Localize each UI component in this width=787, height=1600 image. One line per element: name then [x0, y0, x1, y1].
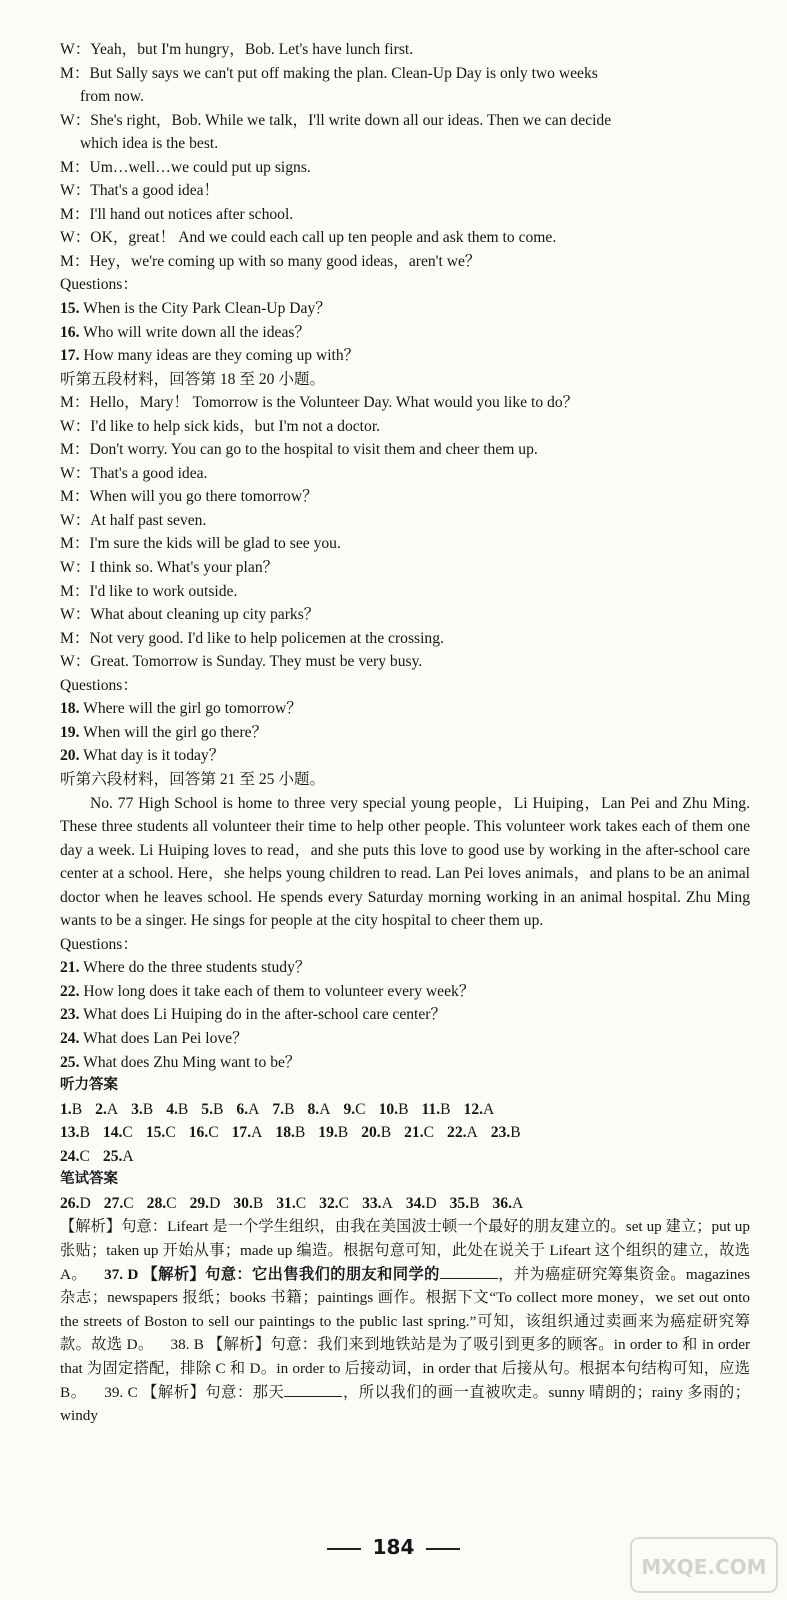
answer-row [60, 1145, 750, 1169]
watermark-logo [629, 1536, 779, 1594]
answer-letter: A [122, 1147, 134, 1165]
answer-number: 16. [188, 1124, 209, 1142]
answer-number: 34. [405, 1194, 426, 1212]
answer-number: 9. [343, 1100, 356, 1118]
answer-letter: B [213, 1100, 224, 1118]
answer-item [233, 1192, 263, 1216]
question-number: 15. [60, 300, 80, 318]
dialog-line: W：Yeah，but I'm hungry，Bob. Let's have lunch first. [60, 41, 414, 58]
answer-number: 24. [60, 1147, 80, 1165]
answer-item [276, 1192, 306, 1216]
dialog-line: which idea is the best. [80, 135, 219, 153]
answer-number: 20. [361, 1124, 381, 1142]
question-item [60, 721, 750, 745]
answer-letter: C [166, 1194, 177, 1212]
question-text: What does Lan Pei love？ [79, 1029, 248, 1047]
answer-item [60, 1192, 91, 1216]
answer-number: 10. [378, 1100, 399, 1118]
answer-item [236, 1098, 259, 1122]
dialog-line: M：I'm sure the kids will be glad to see you. [60, 535, 341, 553]
question-number: 23. [60, 1006, 80, 1024]
answer-number: 31. [276, 1194, 296, 1212]
question-text: How long does it take each of them to volunteer every week？ [79, 982, 475, 1000]
question-item [60, 344, 750, 368]
answer-number: 1. [60, 1100, 72, 1118]
answer-letter: A [248, 1100, 260, 1118]
answer-letter: C [423, 1124, 435, 1142]
question-text: Where do the three students study？ [79, 959, 311, 977]
answer-number: 29. [189, 1194, 210, 1212]
dialog-line: M：Hello，Mary！ Tomorrow is the Volunteer Day. What would you like to do？ [60, 394, 579, 412]
question-number: 21. [60, 959, 80, 977]
explanation-38: 38. B 【解析】句意：我们来到地铁站是为了吸引到更多的顾客。in order to 和 in order that 为固定搭配，排除 C 和 D。in order to 后接动词，in order that 后接从句。根据本句结构可知，应选 B。 [60, 1336, 751, 1401]
answer-letter: C [355, 1100, 366, 1118]
question-list-18-20 [60, 697, 750, 768]
explanation-37-head: 37. D 【解析】句意：它出售我们的朋友和同学的 [104, 1265, 440, 1283]
question-text: What does Zhu Ming want to be？ [79, 1053, 301, 1071]
listening-answers-title: 听力答案 [60, 1077, 118, 1094]
question-item [60, 297, 750, 321]
written-answers-row [60, 1192, 750, 1216]
answer-number: 25. [102, 1147, 123, 1165]
dialog-line: W：That's a good idea. [60, 464, 208, 482]
answer-number: 26. [60, 1194, 80, 1212]
footer-dash-left [327, 1548, 361, 1550]
answer-item [421, 1098, 450, 1122]
answer-item [464, 1098, 495, 1122]
answer-item [190, 1192, 221, 1216]
question-text: Where will the girl go tomorrow？ [79, 700, 302, 718]
answer-item [95, 1098, 118, 1122]
answer-letter: A [251, 1124, 263, 1142]
answer-letter: A [466, 1124, 478, 1142]
question-number: 17. [60, 347, 80, 365]
answer-number: 3. [131, 1100, 143, 1118]
question-item [60, 980, 750, 1004]
answer-number: 22. [447, 1124, 467, 1142]
answer-item [493, 1192, 524, 1216]
listening-answers-grid [60, 1098, 750, 1169]
answer-item [147, 1192, 177, 1216]
answer-item [406, 1192, 437, 1216]
answer-item [275, 1121, 305, 1145]
answer-letter: C [122, 1124, 133, 1142]
question-list-15-17 [60, 297, 750, 368]
answer-letter: B [284, 1100, 295, 1118]
answer-item [361, 1121, 391, 1145]
dialog-line: W：I'd like to help sick kids，but I'm not a doctor. [60, 417, 381, 435]
answer-item [103, 1121, 133, 1145]
fill-blank [284, 1382, 342, 1397]
answer-letter: B [294, 1124, 306, 1142]
answer-item [318, 1121, 348, 1145]
question-number: 16. [60, 323, 80, 341]
question-number: 25. [60, 1053, 80, 1071]
question-list-21-25 [60, 956, 750, 1074]
dialog-line: W：What about cleaning up city parks？ [60, 606, 320, 624]
dialog-line: M：I'd like to work outside. [60, 582, 238, 600]
question-text: When will the girl go there？ [79, 723, 268, 741]
answer-number: 6. [236, 1100, 249, 1118]
answer-item [307, 1098, 330, 1122]
question-item [60, 1003, 750, 1027]
answer-item [60, 1121, 90, 1145]
section-title-5: 听第五段材料，回答第 18 至 20 小题。 [60, 370, 326, 388]
answer-number: 30. [233, 1194, 253, 1212]
answer-number: 36. [492, 1194, 512, 1212]
dialog-line: M：But Sally says we can't put off making the plan. Clean-Up Day is only two weeks [60, 64, 598, 82]
answer-number: 19. [318, 1124, 338, 1142]
explanation-37-body: ，并为癌症研究筹集资金。magazines 杂志；newspapers 报纸；books 书籍；paintings 画作。根据下文“To collect more money，we set out onto the streets of Boston to sell our paintings to the public last spring.”可知，该组织通过卖画来为癌症研究筹款。故选 D。 [60, 1265, 751, 1354]
question-number: 18. [60, 700, 80, 718]
section-title-6: 听第六段材料，回答第 21 至 25 小题。 [60, 770, 326, 788]
answer-row [60, 1121, 750, 1145]
dialog-line: W：That's a good idea！ [60, 182, 220, 200]
answer-item [272, 1098, 294, 1122]
answer-item [450, 1192, 480, 1216]
answer-letter: B [380, 1124, 392, 1142]
footer-dash-right [426, 1548, 460, 1550]
dialog-line: M：I'll hand out notices after school. [60, 205, 294, 223]
question-text: How many ideas are they coming up with？ [79, 347, 360, 365]
passage-paragraph: No. 77 High School is home to three very special young people，Li Huiping，Lan Pei and Zhu Ming. These three students all volunteer their time to help other people. This volunteer work takes each of them one day a week. Li Huiping loves to read，and she puts this love to good use by working in the after-school care center at a school. Here，she helps young children to read. Lan Pei loves animals，and plans to be an animal doctor when he leaves school. He spends every Saturday morning working in an animal hospital. Zhu Ming wants to be a singer. He sings for people at the city hospital to cheer them up. [60, 794, 750, 930]
answer-number: 28. [146, 1194, 167, 1212]
answer-item [104, 1192, 134, 1216]
answer-item [362, 1192, 393, 1216]
answer-item [146, 1121, 176, 1145]
question-item [60, 1051, 750, 1075]
answer-number: 11. [421, 1100, 441, 1118]
dialog-line: M：When will you go there tomorrow？ [60, 488, 318, 506]
answer-letter: B [142, 1100, 154, 1118]
answer-letter: C [123, 1194, 134, 1212]
answer-number: 32. [319, 1194, 339, 1212]
dialog-section-5 [60, 391, 750, 674]
answer-row [60, 1098, 750, 1122]
answer-number: 8. [307, 1100, 320, 1118]
dialog-line: M：Hey，we're coming up with so many good ideas，aren't we？ [60, 252, 481, 270]
question-number: 24. [60, 1029, 80, 1047]
question-text: What day is it today？ [79, 747, 225, 765]
page-content [60, 38, 750, 1428]
answer-number: 13. [60, 1124, 80, 1142]
answer-item [404, 1121, 434, 1145]
answer-letter: B [337, 1124, 349, 1142]
answer-item [60, 1098, 82, 1122]
answer-number: 33. [362, 1194, 382, 1212]
questions-label: Questions： [60, 676, 138, 694]
dialog-line: W：I think so. What's your plan？ [60, 559, 279, 577]
answer-number: 14. [102, 1124, 123, 1142]
question-item [60, 321, 750, 345]
answer-letter: D [209, 1194, 221, 1212]
dialog-line: M：Not very good. I'd like to help policemen at the crossing. [60, 629, 444, 647]
answer-number: 18. [275, 1124, 295, 1142]
questions-label: Questions： [60, 276, 138, 294]
page-number: 184 [372, 1535, 415, 1559]
answer-letter: A [106, 1100, 119, 1118]
answer-item [166, 1098, 188, 1122]
answer-number: 23. [490, 1124, 511, 1142]
answer-letter: A [512, 1194, 524, 1212]
question-text: Who will write down all the ideas？ [79, 323, 311, 341]
answer-number: 35. [449, 1194, 470, 1212]
answer-letter: B [440, 1100, 451, 1118]
question-number: 19. [60, 723, 80, 741]
answer-letter: B [469, 1194, 480, 1212]
answer-number: 12. [463, 1100, 484, 1118]
answer-letter: D [79, 1194, 91, 1212]
answer-letter: A [319, 1100, 331, 1118]
answer-letter: C [295, 1194, 307, 1212]
answer-number: 2. [95, 1100, 107, 1118]
answer-item [232, 1121, 263, 1145]
question-number: 22. [60, 982, 80, 1000]
answer-number: 5. [201, 1100, 213, 1118]
answer-item [447, 1121, 478, 1145]
written-answers-title: 笔试答案 [60, 1171, 118, 1188]
question-item [60, 744, 750, 768]
watermark-graphic [629, 1536, 779, 1594]
answer-number: 17. [231, 1124, 252, 1142]
answer-item [201, 1098, 223, 1122]
question-item [60, 956, 750, 980]
question-item [60, 1027, 750, 1051]
answer-letter: C [338, 1194, 350, 1212]
dialog-section-4 [60, 38, 750, 273]
answer-letter: A [483, 1100, 495, 1118]
dialog-line: W：OK，great！ And we could each call up ten people and ask them to come. [60, 229, 557, 247]
answer-letter: C [79, 1147, 90, 1165]
answer-letter: B [71, 1100, 83, 1118]
svg-text:MXQE.COM: MXQE.COM [641, 1555, 767, 1579]
answer-item [131, 1098, 153, 1122]
answer-letter: D [425, 1194, 437, 1212]
explanation-36: 【解析】句意：Lifeart 是一个学生组织，由我在美国波士顿一个最好的朋友建立的。set up 建立；put up 张贴；taken up 开始从事；made up 编造。根据句意可知，此处在说关于 Lifeart 这个组织的建立，故选 A。 [60, 1218, 750, 1283]
answer-item [60, 1145, 90, 1169]
answer-item [343, 1098, 365, 1122]
answer-number: 21. [404, 1124, 424, 1142]
answer-number: 15. [145, 1124, 166, 1142]
answer-item [379, 1098, 409, 1122]
dialog-line: W：At half past seven. [60, 511, 207, 529]
answer-number: 27. [103, 1194, 124, 1212]
fill-blank [440, 1264, 498, 1279]
question-item [60, 697, 750, 721]
dialog-line: M：Don't worry. You can go to the hospital to visit them and cheer them up. [60, 441, 538, 459]
answer-number: 7. [272, 1100, 285, 1118]
answer-letter: B [177, 1100, 189, 1118]
answer-letter: A [381, 1194, 393, 1212]
answer-letter: B [252, 1194, 264, 1212]
answer-item [189, 1121, 219, 1145]
answer-number: 4. [166, 1100, 178, 1118]
answer-letter: C [165, 1124, 176, 1142]
dialog-line: W：She's right，Bob. While we talk，I'll write down all our ideas. Then we can decide [60, 111, 612, 129]
explanation-39-head: 39. C 【解析】句意：那天 [104, 1383, 285, 1401]
explanation-39-body: ，所以我们的画一直被吹走。sunny 晴朗的；rainy 多雨的；windy [60, 1383, 750, 1425]
questions-label: Questions： [60, 935, 138, 953]
answer-letter: B [510, 1124, 521, 1142]
explanation-text [60, 1215, 750, 1427]
answer-item [319, 1192, 349, 1216]
question-text: What does Li Huiping do in the after-school care center？ [79, 1006, 447, 1024]
dialog-line: M：Um…well…we could put up signs. [60, 158, 311, 176]
dialog-line: from now. [80, 88, 144, 106]
answer-letter: B [398, 1100, 409, 1118]
answer-item [103, 1145, 134, 1169]
question-text: When is the City Park Clean-Up Day？ [79, 300, 331, 318]
dialog-line: W：Great. Tomorrow is Sunday. They must be very busy. [60, 653, 423, 671]
answer-letter: C [208, 1124, 219, 1142]
question-number: 20. [60, 747, 80, 765]
answer-item [491, 1121, 521, 1145]
answer-letter: B [79, 1124, 90, 1142]
